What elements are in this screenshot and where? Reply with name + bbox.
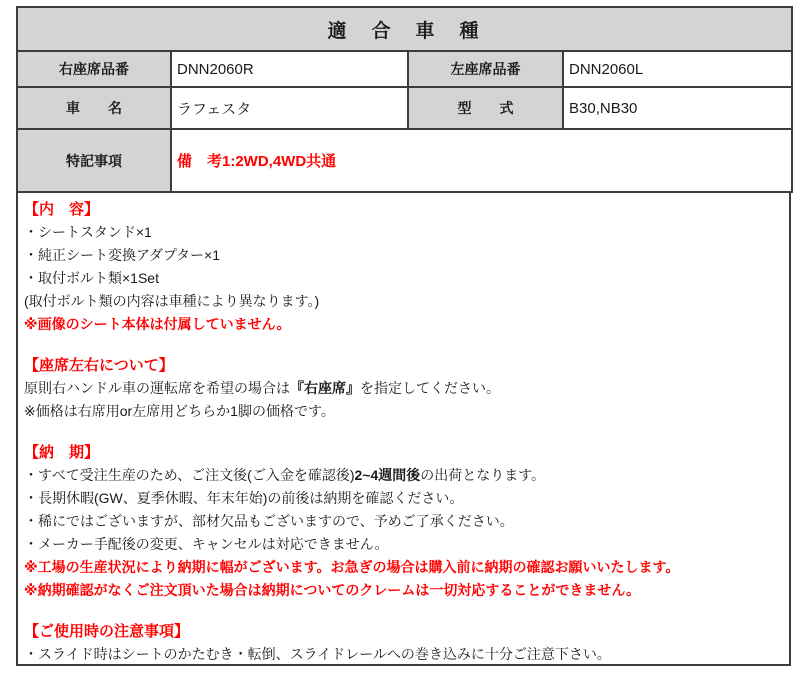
text-segment: を指定してください。: [360, 380, 500, 396]
section-heading: 【座席左右について】: [24, 357, 174, 374]
text-segment: ・純正シート変換アダプター×1: [24, 247, 221, 263]
text-line: [24, 400, 781, 423]
value-special-notes: 備 考1:2WD,4WD共通: [171, 129, 792, 192]
value-right-seat-part-number: DNN2060R: [171, 51, 408, 87]
table-title: 適 合 車 種: [17, 7, 792, 51]
label-right-seat-part-number: 右座席品番: [17, 51, 171, 87]
section-spacer: [24, 602, 781, 620]
section-heading: 【内 容】: [24, 201, 100, 218]
description-box: [16, 193, 791, 666]
product-spec-document: [16, 6, 791, 666]
section-spacer: [24, 423, 781, 441]
text-line: [24, 290, 781, 313]
text-segment: ・取付ボルト類×1Set: [24, 270, 159, 286]
label-model-code: 型 式: [408, 87, 563, 129]
text-segment: ・スライド時はシートのかたむき・転倒、スライドレールへの巻き込みに十分ご注意下さい。: [24, 646, 611, 662]
section-spacer: [24, 336, 781, 354]
text-line: [24, 313, 781, 336]
text-line: [24, 510, 781, 533]
text-segment: ・すべて受注生産のため、ご注文後(ご入金を確認後): [24, 467, 355, 483]
text-line: [24, 533, 781, 556]
text-segment: ※画像のシート本体は付属していません。: [24, 316, 291, 332]
text-segment: ・シートスタンド×1: [24, 224, 152, 240]
text-segment: (取付ボルト類の内容は車種により異なります。): [24, 293, 320, 309]
text-segment: ※価格は右席用or左席用どちらか1脚の価格です。: [24, 403, 335, 419]
text-line: [24, 579, 781, 602]
text-line: [24, 556, 781, 579]
text-line: [24, 377, 781, 400]
text-segment: ・メーカー手配後の変更、キャンセルは対応できません。: [24, 536, 389, 552]
label-car-name: 車 名: [17, 87, 171, 129]
value-model-code: B30,NB30: [563, 87, 792, 129]
text-line: [24, 244, 781, 267]
value-car-name: ラフェスタ: [171, 87, 408, 129]
text-segment: ※工場の生産状況により納期に幅がございます。お急ぎの場合は購入前に納期の確認お願いいたします。: [24, 559, 680, 575]
text-segment: 2~4週間後: [354, 467, 421, 483]
text-line: [24, 267, 781, 290]
text-line: [24, 643, 781, 666]
text-segment: 原則右ハンドル車の運転席を希望の場合は: [24, 380, 290, 396]
value-left-seat-part-number: DNN2060L: [563, 51, 792, 87]
text-line: [24, 487, 781, 510]
text-segment: ・稀にではございますが、部材欠品もございますので、予めご了承ください。: [24, 513, 514, 529]
text-line: [24, 221, 781, 244]
section-heading: 【納 期】: [24, 444, 100, 461]
compatibility-table: [16, 6, 793, 193]
text-line: [24, 464, 781, 487]
text-segment: ・長期休暇(GW、夏季休暇、年末年始)の前後は納期を確認ください。: [24, 490, 464, 506]
text-segment: の出荷となります。: [420, 467, 546, 483]
text-segment: 『右座席』: [290, 380, 360, 396]
label-special-notes: 特記事項: [17, 129, 171, 192]
label-left-seat-part-number: 左座席品番: [408, 51, 563, 87]
text-segment: ※納期確認がなくご注文頂いた場合は納期についてのクレームは一切対応することができません。: [24, 582, 641, 598]
section-heading: 【ご使用時の注意事項】: [24, 623, 190, 640]
